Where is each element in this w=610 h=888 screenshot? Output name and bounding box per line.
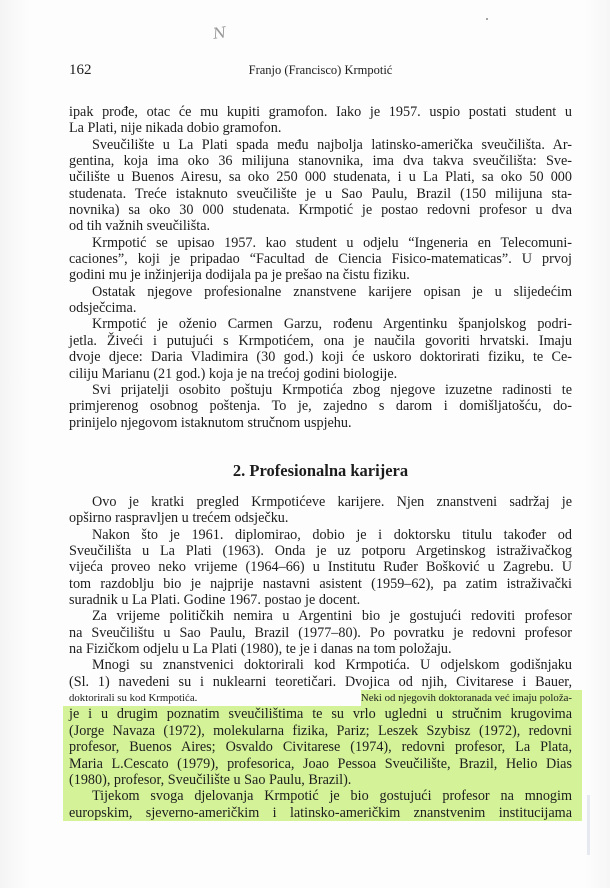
- text-line: ipak prođe, otac će mu kupiti gramofon. Iako je 1957. uspio postati student u: [69, 104, 572, 120]
- text-line: Za vrijeme političkih nemira u Argentini bio je gostujući redoviti profesor: [92, 608, 572, 625]
- text-line-partly-highlighted: [69, 690, 572, 706]
- text-line: Ostatak njegove profesionalne znanstvene karijere opisan je u slijedećim: [92, 283, 572, 300]
- page-number: 162: [69, 62, 92, 78]
- text-line: Svi prijatelji osobito poštuju Krmpotića zbog njegove izuzetne radinosti te: [92, 381, 572, 398]
- section-2-text: [69, 494, 572, 821]
- text-line: Mnogi su znanstvenici doktorirali kod Krmpotića. U odjelskom godišnjaku: [92, 657, 572, 674]
- text-line: Krmpotić se upisao 1957. kao student u odjelu “Ingeneria en Telecomuni-: [92, 234, 572, 251]
- text-line: La Plati, nije nikada dobio gramofon.: [69, 120, 282, 137]
- ink-speck: [486, 18, 488, 20]
- text-line: caciones”, koji je pripadao “Facultad de Ciencia Fisico-matematicas”. U prvoj: [69, 251, 572, 268]
- text-line: Ovo je kratki pregled Krmpotićeve karijere. Njen znanstveni sadržaj je: [92, 494, 572, 510]
- text-line: dvoje djece: Daria Vladimira (30 god.) koji će uskoro doktorirati fiziku, te Ce-: [69, 349, 572, 366]
- text-line: Krmpotić je oženio Carmen Garzu, rođenu Argentinku španjolskog podri-: [92, 316, 572, 333]
- running-head: [69, 62, 572, 80]
- highlighted-line: (Jorge Navaza (1972), molekularna fizika, Pariz; Leszek Szybisz (1972), redovni: [63, 723, 582, 739]
- text-line: novnika) sa oko 30 000 studenata. Krmpotić je postao redovni profesor u dva: [69, 202, 572, 219]
- text-line: Nakon što je 1961. diplomirao, dobio je i doktorsku titulu također od: [92, 526, 572, 543]
- section-heading: 2. Profesionalna karijera: [232, 461, 409, 480]
- text-line: godini mu je inžinjerija dodijala pa je prešao na čistu fiziku.: [69, 267, 410, 284]
- text-span: doktorirali su kod Krmpotića.: [69, 692, 198, 705]
- text-line: gentina, koja ima oko 36 milijuna stanovnika, ima dva takva sveučilišta: Sve-: [69, 153, 572, 170]
- text-line: (Sl. 1) navedeni su i nuklearni teoretičari. Dvojica od njih, Civitarese i Bauer,: [69, 673, 572, 690]
- page-edge-shadow: [587, 795, 590, 855]
- handwritten-mark: N: [211, 23, 228, 43]
- text-line: na Sveučilištu u Sao Paulu, Brazil (1977–80). Po povratku je redovni profesor: [69, 624, 572, 641]
- highlighted-line: profesor, Buenos Aires; Osvaldo Civitarese (1974), redovni profesor, La Plata,: [63, 739, 582, 755]
- text-line: opširno raspravljen u trećem odsječku.: [69, 510, 289, 527]
- text-line: primjerenog osobnog poštenja. To je, zajedno s darom i domišljatošću, do-: [69, 398, 572, 415]
- highlighted-line: je i u drugim poznatim sveučilištima te su vrlo ugledni u stručnim krugovima: [63, 706, 582, 722]
- text-line: Sveučilišta u La Plati (1963). Onda je uz potporu Argetinskog istraživačkog: [69, 543, 572, 560]
- highlighted-line: Tijekom svoga djelovanja Krmpotić je bio gostujući profesor na mnogim: [63, 788, 582, 804]
- section-1-text: [69, 104, 572, 431]
- text-line: na Fizičkom odjelu u La Plati (1980), te je i danas na tom položaju.: [69, 641, 452, 658]
- text-line: Sveučilište u La Plati spada među najbolja latinsko-američka sveučilišta. Ar-: [92, 136, 572, 153]
- text-line: učilište u Buenos Airesu, sa oko 250 000 studenata, i u La Plati, sa oko 50 000: [69, 169, 572, 186]
- text-line: prinijelo njegovom istaknutom stručnom uspjehu.: [69, 414, 352, 431]
- text-line: jetla. Živeći i putujući s Krmpotićem, ona je naučila govoriti hrvatski. Imaju: [69, 332, 572, 349]
- text-line: suradnik u La Plati. Godine 1967. postao je docent.: [69, 592, 361, 609]
- text-line: studenata. Treće istaknuto sveučilište je u Sao Paulu, Brazil (150 milijuna sta-: [69, 185, 572, 202]
- text-line: od tih važnih sveučilišta.: [69, 218, 211, 235]
- highlighted-text: Neki od njegovih doktoranada već imaju položa-: [361, 690, 582, 706]
- text-line: odsječcima.: [69, 300, 137, 317]
- highlighted-line: (1980), profesor, Sveučilište u Sao Paulu, Brazil).: [63, 772, 582, 788]
- highlighted-line: europskim, sjeverno-američkim i latinsko-američkim znanstvenim institucijama: [63, 805, 582, 821]
- text-line: ciliju Marianu (21 god.) koja je na trećoj godini biologije.: [69, 365, 398, 382]
- highlighted-line: Maria L.Cescato (1979), profesorica, Joao Pessoa Sveučilište, Brazil, Helio Dias: [63, 756, 582, 772]
- running-head-title: Franjo (Francisco) Krmpotić: [248, 63, 393, 77]
- text-line: tom razdoblju bio je najprije nastavni asistent (1959–62), pa zatim istraživački: [69, 575, 572, 592]
- text-line: vijeća proveo neko vrijeme (1964–66) u Institutu Ruđer Bošković u Zagrebu. U: [69, 559, 572, 576]
